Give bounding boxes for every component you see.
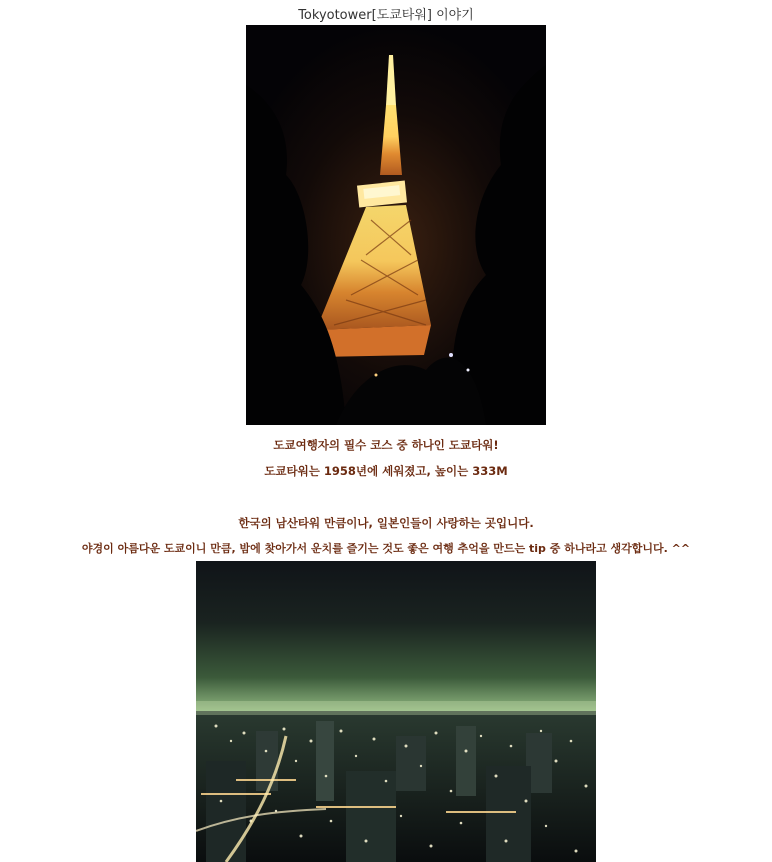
city-night-illustration [196,561,596,862]
tokyo-city-night-view-photo [196,561,596,862]
post-title: Tokyotower[도쿄타워] 이야기 [298,8,474,23]
caption-line-3: 한국의 남산타워 만큼이나, 일본인들이 사랑하는 곳입니다. [238,516,534,530]
tokyo-tower-illustration [246,25,546,425]
caption-line-2: 도쿄타워는 1958년에 세워졌고, 높이는 333M [264,464,508,478]
caption-line-1: 도쿄여행자의 필수 코스 중 하나인 도쿄타워! [273,438,499,452]
tokyo-tower-night-photo [246,25,546,425]
caption-line-4: 야경이 아름다운 도쿄이니 만큼, 밤에 찾아가서 운치를 즐기는 것도 좋은 여행 추억을 만드는 tip 중 하나라고 생각합니다. ^^ [81,542,691,555]
